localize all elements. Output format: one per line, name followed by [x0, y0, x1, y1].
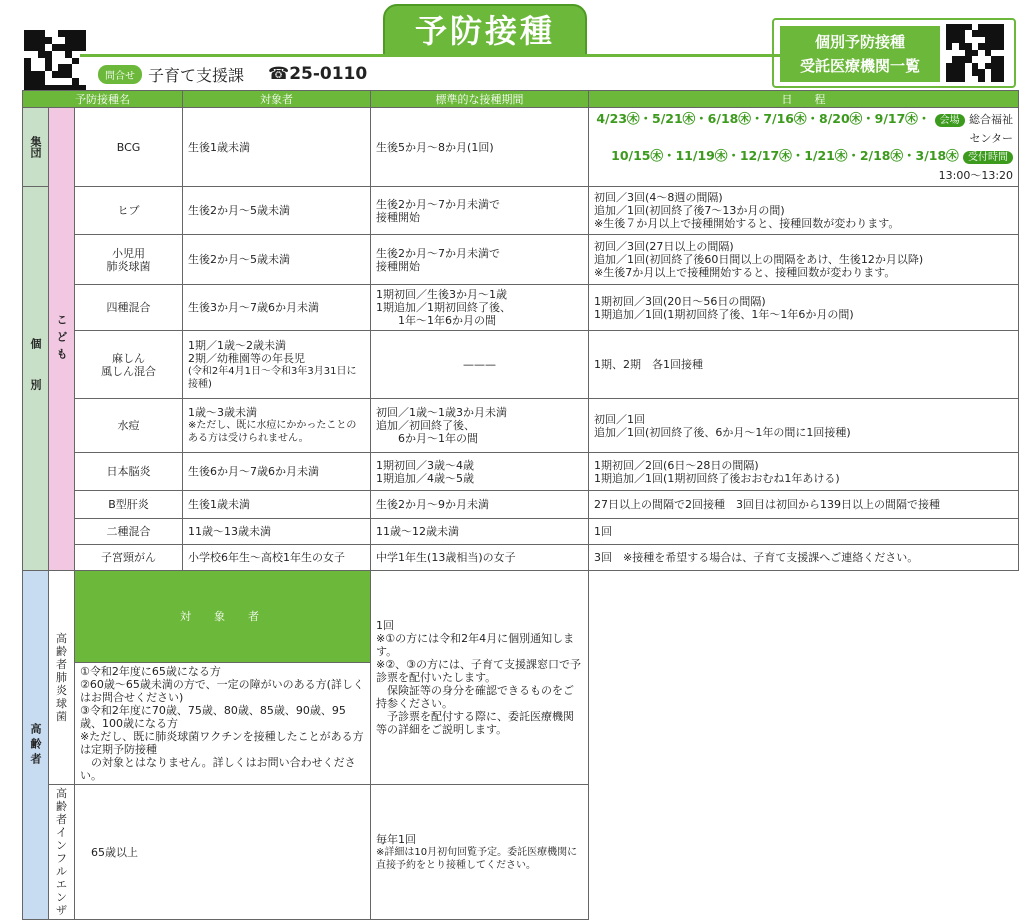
- schedule-line: 初回／3回(27日以上の間隔): [594, 240, 734, 253]
- target-cell: [183, 235, 371, 285]
- target-line: ③令和2年度に70歳、75歳、80歳、85歳、90歳、95歳、100歳になる方: [80, 704, 346, 730]
- target-cell: [183, 331, 371, 399]
- target-line: ①令和2年度に65歳になる方: [80, 665, 221, 678]
- table-row: [23, 519, 1019, 545]
- vaccine-name: [49, 785, 75, 920]
- vaccine-name: [75, 453, 183, 491]
- contact-name: 子育て支援課: [148, 65, 245, 85]
- contact-label: 問合せ: [98, 65, 142, 84]
- target-cell: [183, 545, 371, 571]
- schedule-line: 1期初回／3回(20日〜56日の間隔): [594, 294, 766, 308]
- target-line: 1歳〜3歳未満: [188, 406, 258, 419]
- schedule-cell: [589, 331, 1019, 399]
- target-cell: 生後1歳未満: [183, 108, 371, 187]
- period-line: 6か月〜1年の間: [376, 432, 479, 445]
- bcg-schedule: [589, 108, 1019, 187]
- vaccine-name-line2: 肺炎球菌: [106, 259, 151, 273]
- period-line: 中学1年生(13歳相当)の女子: [376, 551, 516, 564]
- header-divider: [80, 54, 790, 57]
- target-note: ※ただし、既に水痘にかかったことのある方は受けられません。: [188, 420, 357, 444]
- vaccine-name-line1: 麻しん: [112, 351, 146, 365]
- period-line: 初回／1歳〜1歳3か月未満: [376, 406, 508, 419]
- vaccine-name-line1: 高齢者: [56, 787, 67, 826]
- col-header-name: 予防接種名: [23, 91, 183, 108]
- schedule-line: 3回 ※接種を希望する場合は、子育て支援課へご連絡ください。: [594, 551, 919, 564]
- target-note: (令和2年4月1日〜令和3年3月31日に接種): [188, 365, 357, 390]
- table-header-row: [23, 91, 1019, 108]
- target-line: ②60歳〜65歳未満の方で、一定の障がいのある方(詳しくはお問合せください): [80, 678, 364, 704]
- vaccine-name: [75, 187, 183, 235]
- schedule-line: ※生後７か月以上で接種開始すると、接種回数が変わります。: [594, 217, 900, 230]
- table-row: [23, 545, 1019, 571]
- bcg-dates-1: 4/23㊍・5/21㊍・6/18㊍・7/16㊍・8/20㊍・9/17㊍・: [596, 111, 931, 126]
- contact-tel: ☎25-0110: [268, 64, 368, 84]
- vaccine-name: [75, 331, 183, 399]
- period-line: ———: [463, 358, 497, 371]
- side-title: [780, 26, 940, 82]
- table-row-bcg: [23, 108, 1019, 187]
- elderly-targets: [75, 663, 371, 785]
- vaccine-name-line2: 肺炎球菌: [56, 671, 67, 723]
- period-line: 1期追加／4歳〜5歳: [376, 471, 475, 485]
- schedule-line: 追加／1回(初回終了後7〜13か月の間): [594, 204, 785, 217]
- contact-info: [98, 63, 367, 85]
- period-line: 生後2か月〜7か月未満で: [376, 246, 501, 260]
- schedule-line: 1期、2期 各1回接種: [594, 358, 704, 371]
- schedule-cell: [371, 571, 589, 785]
- period-cell: [371, 453, 589, 491]
- title-banner: [383, 4, 587, 56]
- schedule-line: ※詳細は10月初旬回覧予定。委託医療機関に直接予約をとり接種してください。: [376, 846, 578, 871]
- schedule-line: 1回: [594, 525, 613, 538]
- period-cell: [371, 491, 589, 519]
- col-header-schedule: 日 程: [589, 91, 1019, 108]
- target-line: 生後6か月〜7歳6か月未満: [188, 465, 320, 478]
- schedule-line: ※②、③の方には、子育て支援課窓口で予診票を配付いたします。: [376, 658, 581, 684]
- category-group: 集団: [23, 108, 49, 187]
- vaccine-name: [75, 399, 183, 453]
- period-line: 1期追加／1期初回終了後、: [376, 301, 512, 314]
- schedule-line: 1回: [376, 619, 395, 632]
- period-cell: 生後5か月〜8か月(1回): [371, 108, 589, 187]
- target-cell: [183, 399, 371, 453]
- vaccine-name: [75, 545, 183, 571]
- target-line: 小学校6年生〜高校1年生の女子: [188, 551, 346, 564]
- period-line: 追加／初回終了後、: [376, 419, 476, 432]
- reception: 13:00〜13:20: [938, 169, 1014, 182]
- target-line: 1期／1歳〜2歳未満: [188, 338, 287, 352]
- period-cell: [371, 519, 589, 545]
- schedule-line: 27日以上の間隔で2回接種 3回目は初回から139日以上の間隔で接種: [594, 498, 941, 511]
- schedule-line: 毎年1回: [376, 832, 417, 846]
- table-row: [23, 235, 1019, 285]
- vaccine-name-line1: 子宮頸がん: [101, 551, 157, 564]
- target-cell: [183, 453, 371, 491]
- qr-code-left: [24, 30, 86, 92]
- period-cell: [371, 187, 589, 235]
- schedule-line: 1期追加／1回(1期初回終了後おおむね1年あける): [594, 471, 840, 485]
- period-line: 11歳〜12歳未満: [376, 525, 460, 538]
- period-cell: [371, 545, 589, 571]
- vaccine-name-line1: 二種混合: [106, 525, 151, 538]
- schedule-cell: [589, 491, 1019, 519]
- schedule-cell: [589, 235, 1019, 285]
- period-line: 接種開始: [376, 259, 421, 273]
- target-line: 生後3か月〜7歳6か月未満: [188, 301, 320, 314]
- bcg-dates-2: 10/15㊍・11/19㊍・12/17㊍・1/21㊍・2/18㊍・3/18㊍: [611, 148, 959, 163]
- period-cell: [371, 331, 589, 399]
- table-row: [23, 399, 1019, 453]
- schedule-line: 1期追加／1回(1期初回終了後、1年〜1年6か月の間): [594, 307, 854, 321]
- schedule-line: 初回／3回(4〜8週の間隔): [594, 191, 723, 204]
- schedule-cell: [589, 399, 1019, 453]
- schedule-line: 追加／1回(初回終了後、6か月〜1年の間に1回接種): [594, 425, 851, 439]
- vaccine-name-line1: 小児用: [112, 246, 146, 260]
- venue: 総合福祉センター: [969, 113, 1014, 145]
- side-title-line1: 個別予防接種: [814, 33, 905, 51]
- schedule-cell: [371, 785, 589, 920]
- target-line: 生後2か月〜5歳未満: [188, 204, 291, 217]
- venue-label: 会場: [935, 114, 965, 127]
- period-cell: [371, 235, 589, 285]
- vaccine-name: [75, 235, 183, 285]
- table-row: [23, 491, 1019, 519]
- schedule-cell: [589, 285, 1019, 331]
- table-row: [23, 331, 1019, 399]
- schedule-cell: [589, 187, 1019, 235]
- period-line: 生後2か月〜7か月未満で: [376, 197, 501, 211]
- vaccine-name-line1: 四種混合: [106, 301, 151, 314]
- period-line: 生後2か月〜9か月未満: [376, 498, 490, 511]
- target-cell: [183, 519, 371, 545]
- vaccine-name-line1: ヒブ: [117, 204, 140, 217]
- elderly-target-header: 対 象 者: [75, 571, 371, 663]
- vaccine-name-line2: インフルエンザ: [56, 826, 67, 917]
- col-header-target: 対象者: [183, 91, 371, 108]
- vaccine-name: [49, 571, 75, 785]
- target-cell: [183, 285, 371, 331]
- vaccine-name: [75, 519, 183, 545]
- category-elderly: 高齢者: [23, 571, 49, 920]
- target-line: ※ただし、既に肺炎球菌ワクチンを接種したことがある方は定期予防接種: [80, 730, 364, 756]
- schedule-cell: [589, 453, 1019, 491]
- col-header-period: 標準的な接種期間: [371, 91, 589, 108]
- table-row: [23, 285, 1019, 331]
- vaccine-name-line2: 風しん混合: [101, 364, 157, 378]
- target-cell: [183, 187, 371, 235]
- schedule-line: 保険証等の身分を確認できるものをご持参ください。: [376, 684, 575, 710]
- target-line: 生後1歳未満: [188, 498, 251, 511]
- vaccine-name: BCG: [75, 108, 183, 187]
- vaccine-name-line1: 日本脳炎: [106, 465, 151, 478]
- schedule-cell: [589, 545, 1019, 571]
- target-line: 11歳〜13歳未満: [188, 525, 272, 538]
- table-row-elderly-pneumo: [23, 571, 1019, 663]
- period-line: 1期初回／3歳〜4歳: [376, 458, 475, 472]
- category-children: こども: [49, 108, 75, 571]
- period-cell: [371, 399, 589, 453]
- reception-label: 受付時間: [963, 151, 1013, 164]
- period-line: 1年〜1年6か月の間: [376, 314, 497, 327]
- vaccine-name-line1: 水痘: [117, 419, 140, 432]
- period-line: 1期初回／生後3か月〜1歳: [376, 288, 508, 301]
- category-individual: 個別: [23, 187, 49, 571]
- vaccine-name-line1: B型肝炎: [108, 498, 149, 511]
- side-box: [772, 18, 1016, 88]
- target-line-2: 2期／幼稚園等の年長児: [188, 351, 306, 365]
- schedule-line: 1期初回／2回(6日〜28日の間隔): [594, 458, 759, 472]
- period-cell: [371, 285, 589, 331]
- schedule-line: 初回／1回: [594, 412, 646, 426]
- table-row: [23, 187, 1019, 235]
- schedule-line: ※①の方には令和2年4月に個別通知します。: [376, 632, 575, 658]
- schedule-line: ※生後7か月以上で接種開始すると、接種回数が変わります。: [594, 266, 896, 279]
- period-line: 接種開始: [376, 210, 421, 224]
- target-line: の対象とはなりません。詳しくはお問い合わせください。: [80, 756, 356, 782]
- schedule-line: 追加／1回(初回終了後60日間以上の間隔をあけ、生後12か月以降): [594, 253, 924, 266]
- target-cell: 65歳以上: [75, 785, 371, 920]
- target-cell: [183, 491, 371, 519]
- vaccine-name: [75, 285, 183, 331]
- schedule-line: 予診票を配付する際に、委託医療機関等の詳細をご説明します。: [376, 710, 575, 736]
- vaccine-name-line1: 高齢者: [56, 632, 67, 671]
- schedule-cell: [589, 519, 1019, 545]
- target-line: 生後2か月〜5歳未満: [188, 253, 291, 266]
- table-row-elderly-flu: [23, 785, 1019, 920]
- table-row: [23, 453, 1019, 491]
- vaccination-table: [22, 90, 1019, 920]
- side-title-line2: 受託医療機関一覧: [799, 57, 920, 75]
- vaccine-name: [75, 491, 183, 519]
- page-title: 予防接種: [414, 12, 555, 50]
